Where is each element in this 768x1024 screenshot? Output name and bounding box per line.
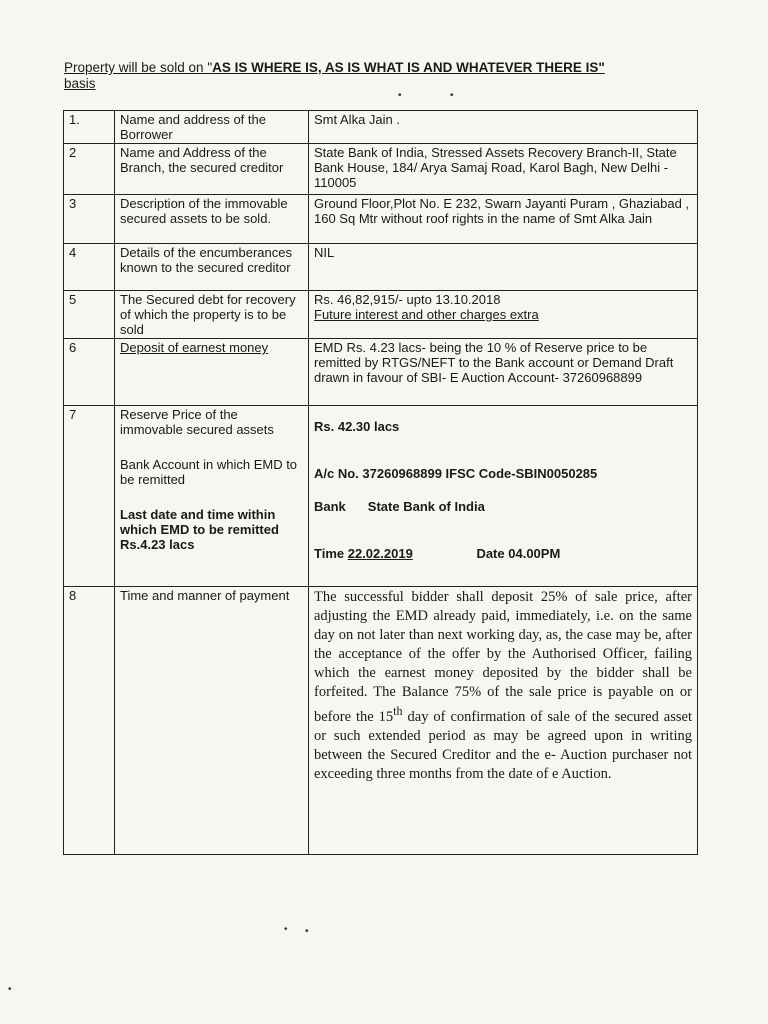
table-row — [64, 195, 698, 244]
borrower-value: Smt Alka Jain . — [309, 111, 698, 144]
heading-prefix: Property will be sold on " — [64, 60, 213, 75]
table-row — [64, 244, 698, 291]
date-label: Date — [476, 546, 505, 561]
sale-notice-table — [63, 110, 698, 855]
account-details-value: A/c No. 37260968899 IFSC Code-SBIN0050285 — [314, 466, 598, 481]
scan-speck: • — [284, 924, 288, 935]
row-label: Name and Address of the Branch, the secured creditor — [115, 144, 309, 195]
scan-speck: • — [398, 90, 402, 101]
scan-speck: • — [450, 90, 454, 101]
row-number: 2 — [64, 144, 115, 195]
reserve-price-label: Reserve Price of the immovable secured assets — [120, 407, 274, 437]
row-label: Details of the encumberances known to the secured creditor — [115, 244, 309, 291]
date-value: 04.00PM — [508, 546, 561, 561]
table-row — [64, 291, 698, 339]
row-number: 6 — [64, 339, 115, 406]
row-label: Description of the immovable secured assets to be sold. — [115, 195, 309, 244]
row-number: 4 — [64, 244, 115, 291]
heading-bold: AS IS WHERE IS, AS IS WHAT IS AND WHATEVER THERE IS" — [212, 60, 605, 75]
row-number: 5 — [64, 291, 115, 339]
bank-account-label: Bank Account in which EMD to be remitted — [120, 457, 298, 487]
row-number: 7 — [64, 406, 115, 587]
time-label: Time — [314, 546, 345, 561]
row-label: The Secured debt for recovery of which the property is to be sold — [115, 291, 309, 339]
branch-address-value: State Bank of India, Stressed Assets Recovery Branch-II, State Bank House, 184/ Arya Samaj Road, Karol Bagh, New Delhi - 110005 — [309, 144, 698, 195]
property-description-value: Ground Floor,Plot No. E 232, Swarn Jayanti Puram , Ghaziabad , 160 Sq Mtr without roof rights in the name of Smt Alka Jain — [309, 195, 698, 244]
payment-terms-superscript: th — [393, 704, 403, 718]
debt-extra-charges: Future interest and other charges extra — [314, 307, 539, 322]
heading-suffix: basis — [64, 76, 96, 91]
secured-debt-value — [309, 291, 698, 339]
payment-terms-part-b: day of confirmation of sale of the secured asset or such extended period as may be agreed upon in writing between the Secured Creditor and the e- Auction purchaser not exceeding three months from the date of e Auction. — [314, 708, 692, 782]
reserve-and-account-values — [309, 406, 698, 587]
row-number: 3 — [64, 195, 115, 244]
sale-basis-heading — [64, 60, 704, 92]
table-row — [64, 406, 698, 587]
last-date-label: Last date and time within which EMD to be remitted Rs.4.23 lacs — [120, 507, 279, 552]
row-number: 1. — [64, 111, 115, 144]
scan-speck: • — [8, 984, 12, 995]
table-row — [64, 111, 698, 144]
bank-name-value: State Bank of India — [367, 499, 485, 514]
row-label: Deposit of earnest money — [115, 339, 309, 406]
reserve-price-value: Rs. 42.30 lacs — [314, 419, 400, 434]
table-row — [64, 339, 698, 406]
payment-terms-part-a: The successful bidder shall deposit 25% of sale price, after adjusting the EMD already paid, immediately, i.e. on the same day on not later than next working day, as, the case may be, after the acceptance of the offer by the Authorised Officer, failing which the earnest money deposited by the bidder shall be forfeited. The Balance 75% of the sale price is payable on or before the 15 — [314, 589, 692, 725]
row-label-group — [115, 406, 309, 587]
bank-label: Bank — [314, 499, 346, 514]
row-number: 8 — [64, 587, 115, 855]
emd-value: EMD Rs. 4.23 lacs- being the 10 % of Reserve price to be remitted by RTGS/NEFT to the Bank account or Demand Draft drawn in favour of SBI- E Auction Account- 37260968899 — [309, 339, 698, 406]
table-row — [64, 144, 698, 195]
scan-speck: • — [305, 926, 309, 937]
table-row — [64, 587, 698, 855]
row-label: Name and address of the Borrower — [115, 111, 309, 144]
encumbrances-value: NIL — [309, 244, 698, 291]
debt-amount: Rs. 46,82,915/- upto 13.10.2018 — [314, 292, 501, 307]
time-value: 22.02.2019 — [347, 546, 413, 561]
payment-terms-value — [309, 587, 698, 855]
row-label: Time and manner of payment — [115, 587, 309, 855]
